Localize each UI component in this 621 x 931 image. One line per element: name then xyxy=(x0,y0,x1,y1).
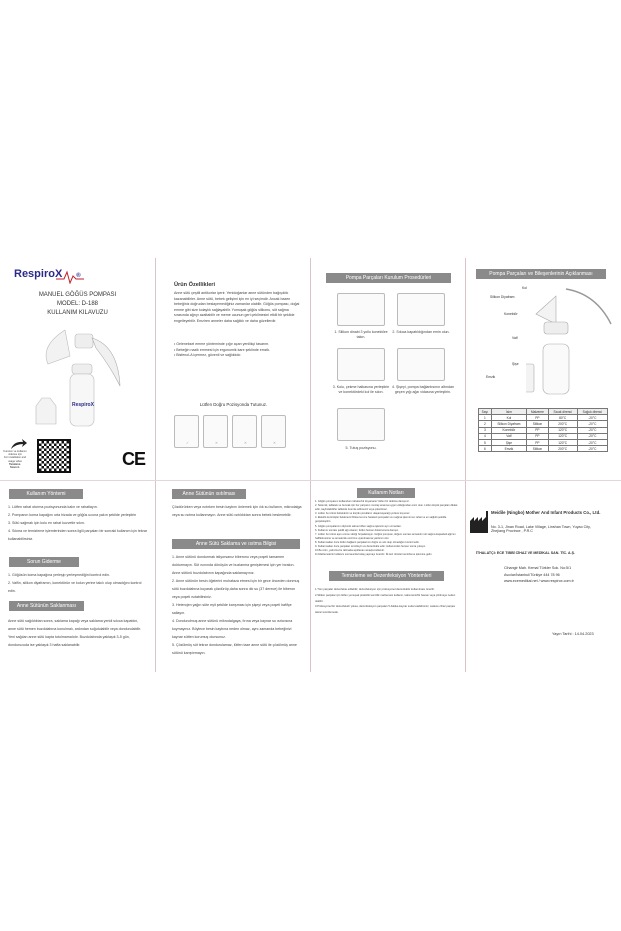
table-cell: PP xyxy=(527,427,549,433)
maker-panel xyxy=(466,481,621,672)
list-item: 2.Silikon parçalar için lütfen yumuşak püsküllü temizlik malzemesi kullanın, kaba temizlik havası veya çizilmeye neden olabilir. xyxy=(315,593,456,603)
table-cell: 3 xyxy=(479,427,492,433)
step-5-image xyxy=(337,408,385,441)
svg-text:RespiroX: RespiroX xyxy=(72,402,94,408)
trouble-heading: Sorun Giderme xyxy=(9,557,79,567)
table-cell: Kol xyxy=(491,415,526,421)
parts-table: Sayı İsim Malzeme Sıcak direnci Soğuk direnci 1 Kol PP 80°C -20°C 2 Silikon Diyafram Silikon 200°C -20°C 3 Konektör PP 120°C -20°C 4 Valf PP 120°C -20°C 5 Şişe PP 120°C -20°C 6 Emzik Silikon 200°C -20°C xyxy=(478,408,608,452)
table-cell: 4 xyxy=(479,433,492,439)
step-1-image xyxy=(337,293,385,326)
table-cell: 6 xyxy=(479,446,492,452)
manufacturer-icon xyxy=(470,511,488,533)
step-2-image xyxy=(397,293,445,326)
thaw-heading: Anne Sütünün ısıtılması xyxy=(172,489,246,499)
table-cell: -20°C xyxy=(577,433,607,439)
keep-heading: Anne Sütü Saklama ve ısıtma Bilgisi xyxy=(172,539,300,549)
breast-pump-image xyxy=(30,326,130,436)
table-row xyxy=(479,446,608,452)
posture-figure: ✓ xyxy=(174,415,199,448)
manufacturer-address: No. 3-1, Jinan Road, Lake Village, Linshan Town, Yuyao City, Zhejiang Province , P.R.C xyxy=(491,525,591,534)
assembly-panel: Pompa Parçaları Kurulum Prosedürleri 1. Silikon dinabi 3 yollu konektöre takın. 2. Sıkıca kapatıldığından emin olun. 3. Kolu, çekme halkasına yerleştirin ve konektördeki kol ile sıkın. 4. Şişeyi, pompa bağlantısının altından geçen yığı ağzı vidasına yerleştirin. 5. Tutuş pozisyonu. xyxy=(311,258,466,480)
features-list: • Geleneksel emme yönteminde çığır açan yenilikçi tasarım. • Bebeğin nazik emmesi için ergonomik kare şeklinde emzik. • Bisfenol-A içermez, güvenli ve sağlıklıdır. xyxy=(174,342,271,357)
step-3-image xyxy=(337,348,385,381)
list-item: 3.Profesyonel bir dezenfektör yoksa, dezenfeksiyon parçaları 5 dakika kaynar suda tutabilirsiniz, sadece cihaz parçası tekrar temizlemede. xyxy=(315,605,456,614)
posture-title: Lütfen Doğru Pozisyonda Tutunuz. xyxy=(199,402,268,407)
table-cell: PP xyxy=(527,415,549,421)
features-intro: Anne sütü çeşitli antikorlar içerir. Yenidoğanlar anne sütünden bağışıklık kazanabilirler. Anne sütü, bebek gelişimi için en iyi seçimdir. Ancak bazen bebeğiniz doğrudan beslayemediğiniz zamanlar olabilir. Göğüs pompası, doğal emme gibi size kolaylık sağlayabilir. Yumuşak göğüs silikonu, süt sağma sırasında ağrıyı azaltabilir ve meme ucunun geri çekilmesini etkili bir şekilde engelleyebilir. Emziren anneler daha sağlıklı ve daha güzellerdir. xyxy=(174,291,300,323)
usage-heading: Kullanım Yöntemi xyxy=(9,489,83,499)
cover-title: MANUEL GÖĞÜS POMPASI MODEL: D-188 KULLANIM KILAVUZU xyxy=(38,292,117,316)
table-cell: PP xyxy=(527,433,549,439)
brand-logo: RespiroX ® xyxy=(14,268,81,280)
table-cell: -20°C xyxy=(577,427,607,433)
features-heading: Ürün Özellikleri xyxy=(174,282,216,288)
list-item: 2. Sütemik, tabletek ve bunnak için her parçanın montaj sırasına uygun olduğundan emin olun. Lütfen küçük parçaları dikkat edin, kaybolabilirler tabletde önemle edilmeniz veya çıkarılmaz. xyxy=(315,504,458,512)
list-item: 5. Göğüs pompalarının ölçümlü sabuu lütfen sağma işlemini ayrı uzmanları. xyxy=(315,524,402,528)
parts-diagram xyxy=(526,284,616,396)
list-item: 1.Tüm parçalar dezenfekte edilebilir, dezenfeksiyon için profesyonel dezenfektör kullanılması önerilir. xyxy=(315,588,435,592)
table-cell: Valf xyxy=(491,433,526,439)
notes-panel xyxy=(311,481,466,672)
list-item: 11.Malzemelerin kullanım sonrasında bulaş yapmayı öneririz. İlk kez ürünleri temizleme işlemine gelin. xyxy=(315,553,433,557)
posture-figure: ✕ xyxy=(203,415,228,448)
qr-caption: Kurulum ve kullanım videosu için For installation and usage video Taratınız. Scan it. xyxy=(3,450,27,470)
table-cell: -20°C xyxy=(577,439,607,445)
assembly-heading: Pompa Parçaları Kurulum Prosedürleri xyxy=(326,273,451,283)
posture-figure: ✕ xyxy=(232,415,257,448)
storage-heading: Anne Sütünün Saklanması xyxy=(9,601,84,611)
step-4-image xyxy=(397,348,445,381)
cover-panel xyxy=(0,258,155,480)
table-cell: -20°C xyxy=(577,415,607,421)
list-item: 3. Lütfen bu ürünü bebeklerin ve küçük çocukların ulaşamayacağı yerlere koyunuz. xyxy=(315,512,411,516)
list-item: 6. Kullanım sonrası şekilli ağı olsanız, lütfen hemen doktorunuza danışın. xyxy=(315,528,399,532)
publish-date: Yayın Tarihi : 14.04.2023 xyxy=(552,632,594,636)
table-cell: Silikon Diyafram xyxy=(491,421,526,427)
table-cell: Emzik xyxy=(491,446,526,452)
table-cell: -20°C xyxy=(577,446,607,452)
table-cell: 120°C xyxy=(548,427,577,433)
posture-figure: ✕ xyxy=(261,415,286,448)
table-cell: Silikon xyxy=(527,421,549,427)
list-item: 4. Elektrik kontrolçler bekleneni fiziksel emme hareketi pompalar sıvı sağma işlemini en rahat ve en sağlıklı şekilde gerçekleştirin. xyxy=(315,516,447,524)
leaflet xyxy=(0,258,621,672)
notes-heading: Kullanım Notları xyxy=(357,488,415,498)
parts-heading: Pompa Parçaları ve Bileşenlerinin Açıklanması xyxy=(476,269,606,279)
table-cell: 80°C xyxy=(548,415,577,421)
usage-panel: Kullanım Yöntemi 1. Lütfen rahat oturma pozisyonunda kalın ve rahatlayın. 2. Pompanın koma kapağını orta hizada ve göğüs ucuna yakın şekilde yerleştirin 3. Sütü sağmak için kolu en rahat kuvvetle sıkın. 4. Sıkma ve temizleme işlemlerinden sonra ilgili parçaları bir sonraki kullanım için tekrar kullanabilirsiniz. Sorun Giderme 1. Göğüsün koma kapağına yerleşip yerleşmediğini kontrol edin. 2. Valfin, silikon diyaframın, konektörün ve kolun yerine takılı olup olmadığını kontrol edin. Anne Sütünün Saklanması Anne sütü sağıldıktan sonra, saklama kapağı veya saklama yeridi sıkıca kapatılın, anne sütü hemen buzdolabına konulmalı, ardından soğutulabilir veya dondurulabilir. Yeni sağılan anne sütü kapta tutulmamalıdır. Buzdolabında yaklaşık 3-5 gün, dondurucuda ise yaklaşık 3 hafta saklanabilir. xyxy=(8,491,148,647)
posture-figures xyxy=(174,415,286,448)
arrow-icon xyxy=(10,438,28,450)
table-cell: Konektör xyxy=(491,427,526,433)
table-cell: PP xyxy=(527,439,549,445)
list-item: 9. Kullanmadan önce parçaları temizleyin ve dezenfekte edin; kullanımdan hemen sonra yıkayın. xyxy=(315,545,426,549)
list-item: 1. Göğüs pompasını kullanırken rahatsızlık duyarsanız lütfen bir doktora danışınız. xyxy=(315,500,410,503)
table-cell: 120°C xyxy=(548,433,577,439)
cleaning-heading: Temizleme ve Dezenfeksiyon Yöntemleri xyxy=(329,571,444,581)
table-cell: 2 xyxy=(479,421,492,427)
table-cell: 5 xyxy=(479,439,492,445)
website-link[interactable]: www.ecemedikal.net / www.respirox.com.tr xyxy=(504,579,574,584)
table-cell: 1 xyxy=(479,415,492,421)
table-cell: Şişe xyxy=(491,439,526,445)
table-cell: 200°C xyxy=(548,446,577,452)
table-cell: 120°C xyxy=(548,439,577,445)
thaw-panel: Anne Sütünün ısıtılması Çözdürürken veya ısıtırken besin kaybını önlemek için ılık su kullanın, mikrodalga veya su ısıtma kullanmayın. Anne sütü ısıtıldıktan sonra bebek beslenebilir. Anne Sütü Saklama ve ısıtma Bilgisi 1. Anne sütünü dondurmak istiyorsanız biberonu veya poşeti tamamen doldurmayın. Süt ısınında dönüşün ve buzlanma genişlemesi için yer bırakın. Anne sütünü buzdolabının kapağında saklamayınız. 2. Anne sütünün besin öğelerini muhafaza etmesi için bir gece önceden donmuş sütü buzdolabına koyarak çözdürüp,daha sonra ılık su (37 derece) ile biberon veya poşeti ısıtabilirsiniz. 3. Heterojen yağın süte eşit şekilde karışması için şişeyi veya poşeti hafifçe sallayın. 4. Dondurulmuş anne sütünü mikrodalgaya, fırına veya kaynar su ısıtıcısına koymayınız. Böylece besin kaybına neden olmaz, aynı zamanda bebeğinizi kaynar sütten korumuş olursunuz. 5. Çözülmüş süt tekrar dondurulamaz, lütfen taze anne sütü ile çözülmüş anne sütünü karıştırmayın. xyxy=(172,491,302,655)
list-item: 7. Lütfen bu ürünü aşırı emme sıklığı hırpalamayın. Göğüs pompası, doğum sonrası annelerin süt sağma kapasiteli ağrının hafifletmesine ve annelerde emzirme uyarılmasına yardımcı olur. xyxy=(315,532,456,540)
heartbeat-icon xyxy=(56,270,84,284)
table-cell: Silikon xyxy=(527,446,549,452)
importer: İTHALATÇI: ECE TIBBİ CİHAZ VE MEDİKAL SAN. TİC. A.Ş. xyxy=(476,551,575,555)
list-item: 10.Bu ürün, yalnızca bu talimatta açıklanan amaçla kullanılır. xyxy=(315,549,385,553)
list-item: 8. Kullanmadan önce lütfen bağlantı parçalarının doğru ve sıkı olup olmadığını kontrol edin. xyxy=(315,540,420,544)
importer-contact: Cihangir Mah. Kemal Türkler Sok. No:5/1 Avcılar/İstanbul/Türkiye 444 78 96 www.ecemedikal.net / www.respirox.com.tr xyxy=(504,566,574,584)
parts-panel: Pompa Parçaları ve Bileşenlerinin Açıklanması Kol Silikon Diyafram Konektör Valf Şişe Emzik Sayı İsim Malzeme Sıcak direnci Soğuk direnci 1 Kol PP 80°C -20°C 2 Silikon Diyafram Silikon 200°C -20°C 3 Konektör PP 120°C -20°C 4 Valf PP 120°C -20°C 5 Şişe PP 120°C -20°C 6 Emzik Silikon 200°C -20°C xyxy=(466,258,621,480)
ce-mark: CE xyxy=(122,449,146,469)
features-panel xyxy=(156,258,311,480)
manufacturer-name: Meidile (Ningbo) Mother And Infant Products Co., Ltd. xyxy=(491,510,601,515)
qr-code[interactable] xyxy=(37,439,71,473)
table-cell: -20°C xyxy=(577,421,607,427)
table-cell: 200°C xyxy=(548,421,577,427)
